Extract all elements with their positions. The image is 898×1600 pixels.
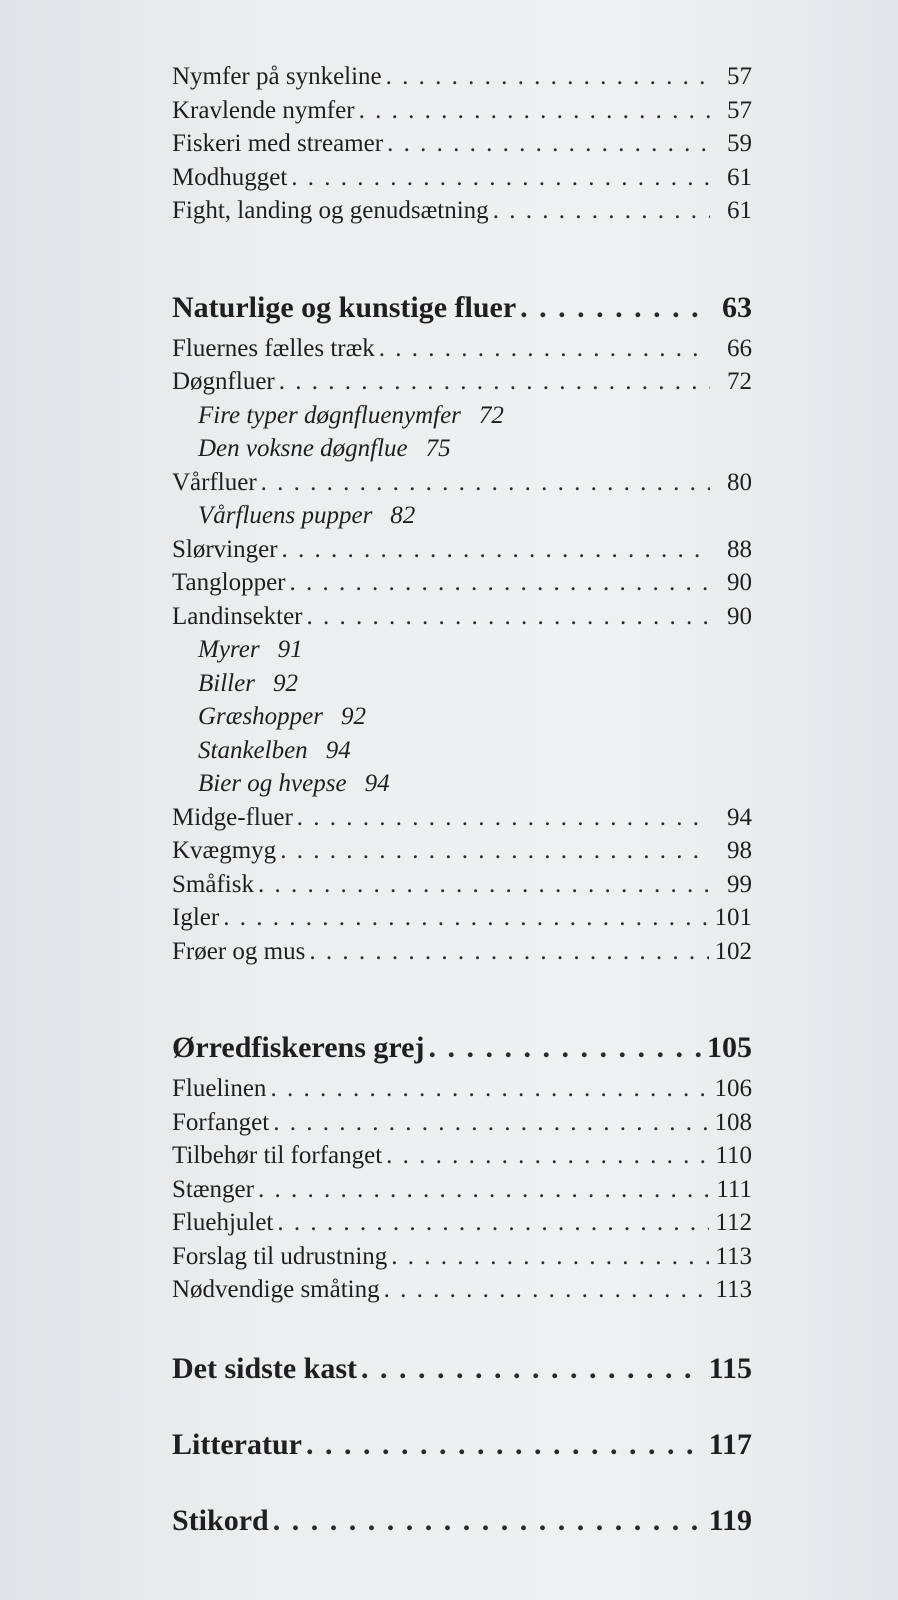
section-title: Det sidste kast — [172, 1351, 357, 1385]
dot-leader — [428, 1026, 701, 1070]
subentry-page: 94 — [325, 736, 351, 764]
dot-leader — [297, 801, 710, 835]
toc-entry — [172, 1273, 752, 1307]
dot-leader — [359, 94, 710, 128]
entry-title: Slørvinger — [172, 535, 278, 563]
entry-page: 59 — [727, 130, 752, 157]
subentry-page: 82 — [390, 502, 416, 529]
toc-subentry — [172, 734, 752, 768]
entry-page: 98 — [727, 837, 752, 864]
table-of-contents — [172, 60, 752, 1600]
dot-leader — [309, 935, 708, 969]
subentry-title: Myrer — [198, 636, 260, 663]
toc-entry — [172, 901, 752, 935]
entry-title: Fluelinen — [172, 1075, 267, 1102]
toc-entry — [172, 600, 752, 634]
toc-entry — [172, 1139, 752, 1173]
toc-subentry — [172, 767, 752, 801]
entry-page: 99 — [727, 870, 752, 898]
entry-title: Nymfer på synkeline — [172, 63, 382, 90]
toc-subentry — [172, 399, 752, 433]
spacer — [172, 1469, 752, 1499]
subentry-page: 91 — [277, 636, 303, 663]
dot-leader — [361, 1347, 703, 1391]
entry-title: Fluehjulet — [172, 1209, 274, 1236]
entry-title: Vårfluer — [172, 468, 257, 496]
entry-page: 61 — [727, 163, 752, 191]
entry-title: Døgnfluer — [172, 368, 275, 395]
subentry-page: 92 — [272, 669, 298, 697]
dot-leader — [386, 60, 710, 94]
entry-title: Midge-fluer — [172, 803, 293, 831]
toc-section-grej — [172, 1026, 752, 1307]
toc-subentry — [172, 432, 752, 466]
entry-page: 94 — [727, 803, 752, 831]
toc-subentry — [172, 667, 752, 701]
toc-entry — [172, 161, 752, 195]
dot-leader — [261, 466, 710, 500]
entry-page: 102 — [714, 937, 752, 965]
section-heading — [172, 1423, 752, 1467]
section-page: 105 — [707, 1031, 752, 1064]
toc-tail-sections — [172, 1347, 752, 1543]
section-page: 119 — [708, 1503, 752, 1537]
entry-page: 106 — [714, 1075, 752, 1102]
toc-entry — [172, 834, 752, 868]
subentry-title: Vårfluens pupper — [198, 502, 373, 529]
toc-entry — [172, 127, 752, 161]
entry-title: Tanglopper — [172, 569, 286, 596]
entry-title: Modhugget — [172, 163, 288, 191]
section-page: 115 — [708, 1351, 752, 1385]
dot-leader — [306, 1423, 703, 1467]
toc-entry — [172, 1206, 752, 1240]
dot-leader — [387, 127, 710, 161]
subentry-title: Fire typer døgnfluenymfer — [198, 401, 461, 429]
entry-title: Tilbehør til forfanget — [172, 1142, 383, 1169]
entry-page: 90 — [727, 569, 752, 596]
dot-leader — [273, 1499, 703, 1543]
entry-page: 101 — [714, 904, 752, 931]
dot-leader — [520, 286, 710, 330]
section-heading — [172, 286, 752, 330]
subentry-title: Græshopper — [198, 703, 324, 730]
toc-entry — [172, 868, 752, 902]
section-heading — [172, 1026, 752, 1070]
entry-page: 113 — [715, 1276, 752, 1303]
dot-leader — [279, 365, 710, 399]
entry-title: Fiskeri med streamer — [172, 130, 384, 157]
dot-leader — [391, 1240, 709, 1274]
entry-title: Forslag til udrustning — [172, 1242, 388, 1270]
section-page: 63 — [722, 290, 752, 324]
entry-page: 66 — [727, 334, 752, 362]
toc-entry — [172, 566, 752, 600]
entry-page: 72 — [727, 368, 752, 395]
section-title: Naturlige og kunstige fluer — [172, 290, 517, 324]
dot-leader — [280, 834, 710, 868]
subentry-title: Bier og hvepse — [198, 770, 347, 797]
toc-entry — [172, 332, 752, 366]
dot-leader — [493, 194, 710, 228]
toc-subentry — [172, 499, 752, 533]
entry-page: 111 — [716, 1175, 752, 1203]
toc-subentry — [172, 633, 752, 667]
section-title: Ørredfiskerens grej — [172, 1031, 425, 1064]
section-title: Litteratur — [172, 1427, 302, 1461]
entry-page: 110 — [715, 1142, 752, 1169]
entry-title: Landinsekter — [172, 602, 303, 630]
dot-leader — [277, 1206, 709, 1240]
toc-entry — [172, 801, 752, 835]
dot-leader — [290, 566, 711, 600]
toc-section-naturlige-fluer — [172, 286, 752, 969]
dot-leader — [291, 161, 710, 195]
entry-page: 61 — [727, 197, 752, 224]
entry-title: Nødvendige småting — [172, 1276, 380, 1303]
toc-group-continuation — [172, 60, 752, 228]
dot-leader — [384, 1273, 710, 1307]
toc-entry — [172, 1106, 752, 1140]
dot-leader — [379, 332, 710, 366]
spacer — [172, 1393, 752, 1423]
dot-leader — [270, 1072, 708, 1106]
entry-page: 80 — [727, 468, 752, 496]
entry-title: Igler — [172, 904, 220, 931]
toc-entry — [172, 1240, 752, 1274]
toc-subentry — [172, 700, 752, 734]
entry-page: 113 — [715, 1242, 752, 1270]
entry-title: Forfanget — [172, 1108, 270, 1136]
entry-page: 90 — [727, 602, 752, 630]
dot-leader — [223, 901, 708, 935]
entry-title: Kravlende nymfer — [172, 96, 355, 124]
toc-entry — [172, 60, 752, 94]
dot-leader — [386, 1139, 709, 1173]
dot-leader — [282, 533, 710, 567]
entry-title: Kvægmyg — [172, 837, 277, 864]
toc-entry — [172, 466, 752, 500]
subentry-page: 92 — [341, 703, 367, 730]
entry-page: 108 — [714, 1108, 752, 1136]
entry-page: 88 — [727, 535, 752, 563]
subentry-title: Stankelben — [198, 736, 308, 764]
dot-leader — [273, 1106, 708, 1140]
dot-leader — [258, 868, 710, 902]
entry-title: Fight, landing og genudsætning — [172, 197, 489, 224]
section-heading — [172, 1347, 752, 1391]
entry-title: Stænger — [172, 1175, 254, 1203]
dot-leader — [307, 600, 710, 634]
toc-entry — [172, 935, 752, 969]
subentry-title: Den voksne døgnflue — [198, 435, 408, 462]
section-title: Stikord — [172, 1503, 269, 1537]
toc-entry — [172, 365, 752, 399]
entry-page: 57 — [727, 63, 752, 90]
entry-title: Fluernes fælles træk — [172, 334, 375, 362]
section-heading — [172, 1499, 752, 1543]
entry-title: Småfisk — [172, 870, 254, 898]
toc-entry — [172, 533, 752, 567]
subentry-page: 94 — [364, 770, 390, 797]
subentry-page: 72 — [478, 401, 504, 429]
toc-entry — [172, 1072, 752, 1106]
entry-title: Frøer og mus — [172, 937, 306, 965]
toc-entry — [172, 94, 752, 128]
entry-page: 57 — [727, 96, 752, 124]
entry-page: 112 — [715, 1209, 752, 1236]
section-page: 117 — [708, 1427, 752, 1461]
toc-entry — [172, 1173, 752, 1207]
dot-leader — [258, 1173, 710, 1207]
subentry-title: Biller — [198, 669, 255, 697]
subentry-page: 75 — [425, 435, 451, 462]
toc-entry — [172, 194, 752, 228]
